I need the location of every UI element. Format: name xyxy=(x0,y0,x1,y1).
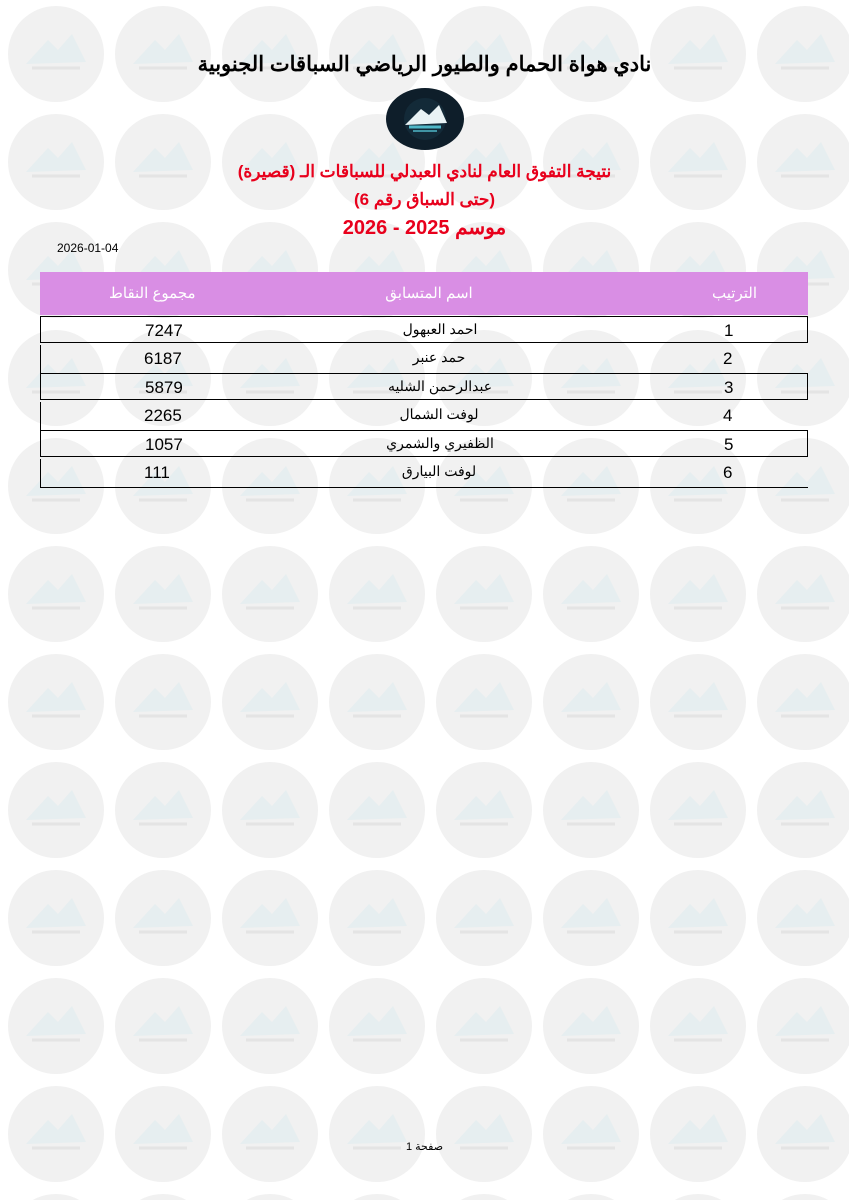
table-header xyxy=(40,272,808,315)
points-cell: 1057 xyxy=(145,435,183,454)
rank-cell: 1 xyxy=(724,321,734,340)
competitor-name-cell: حمد عنبر xyxy=(412,349,466,365)
table-bottom-border xyxy=(40,487,808,488)
competitor-name-cell: لوفت البيارق xyxy=(401,463,477,479)
column-header-name: اسم المتسابق xyxy=(385,285,473,302)
column-header-rank: الترتيب xyxy=(712,285,757,302)
points-cell: 2265 xyxy=(144,406,182,425)
competitor-name-cell: عبدالرحمن الشليه xyxy=(387,378,493,394)
points-cell: 111 xyxy=(144,463,170,482)
row-border xyxy=(40,402,42,430)
page-number: صفحة 1 xyxy=(405,1141,444,1153)
table-row xyxy=(40,430,808,457)
column-header-points: مجموع النقاط xyxy=(109,285,196,302)
table-row xyxy=(40,459,808,486)
season-title: موسم 2025 - 2026 xyxy=(342,217,507,239)
rank-cell: 6 xyxy=(723,463,733,482)
rank-cell: 2 xyxy=(723,349,733,368)
club-title: نادي هواة الحمام والطيور الرياضي السباقات الجنوبية xyxy=(197,53,652,76)
competitor-name-cell: احمد العبهول xyxy=(402,321,478,337)
rank-cell: 3 xyxy=(724,378,734,397)
competitor-name-cell: لوفت الشمال xyxy=(399,406,479,422)
row-border xyxy=(40,459,42,487)
pigeon-club-logo-icon xyxy=(386,88,464,150)
table-row xyxy=(40,316,808,343)
rank-cell: 4 xyxy=(723,406,733,425)
competitor-name-cell: الظفيري والشمري xyxy=(386,435,494,451)
row-border xyxy=(40,345,42,373)
points-cell: 6187 xyxy=(144,349,182,368)
points-cell: 7247 xyxy=(145,321,183,340)
table-row xyxy=(40,345,808,372)
table-row xyxy=(40,402,808,429)
report-date: 2026-01-04 xyxy=(57,241,119,255)
table-row xyxy=(40,373,808,400)
points-cell: 5879 xyxy=(145,378,183,397)
rank-cell: 5 xyxy=(724,435,734,454)
race-note: (حتى السباق رقم 6) xyxy=(354,190,495,209)
result-title: نتيجة التفوق العام لنادي العبدلي للسباقات الـ (قصيرة) xyxy=(237,162,612,181)
